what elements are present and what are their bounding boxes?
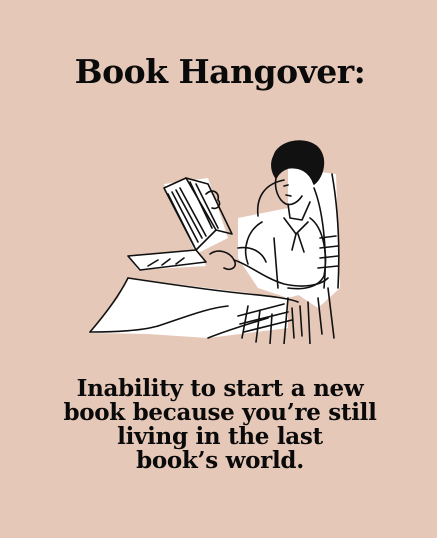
caption-line-1: Inability to start a new	[76, 375, 364, 402]
caption-line-4: book’s world.	[136, 447, 304, 474]
woman-reading-illustration	[88, 138, 342, 344]
meme-caption	[20, 377, 420, 473]
caption-line-3: living in the last	[117, 423, 323, 450]
caption-line-2: book because you’re still	[63, 399, 377, 426]
meme-title: Book Hangover:	[74, 52, 366, 91]
